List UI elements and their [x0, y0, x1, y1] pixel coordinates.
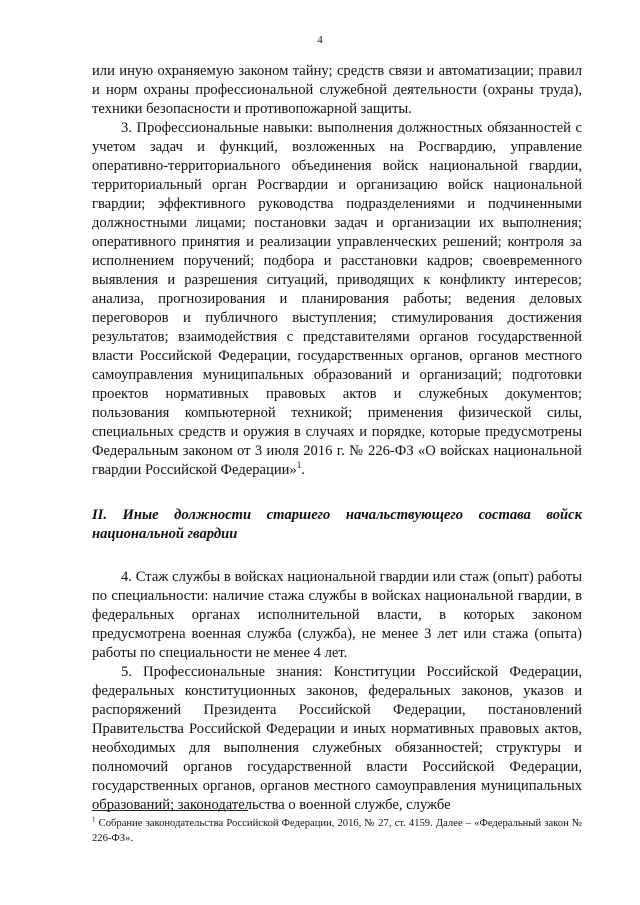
- document-body: [92, 62, 582, 815]
- paragraph-4-experience: 4. Стаж службы в войсках национальной гвардии или стаж (опыт) работы по специальности: наличие стажа службы в войсках национальной гвардии, в федеральных органах исполнительной власти, в которых законом предусмотрена военная служба (служба), не менее 3 лет или стажа (опыта) работы по специальности не менее 4 лет.: [92, 569, 582, 661]
- footnote-text: Собрание законодательства Российской Федерации, 2016, № 27, ст. 4159. Далее – «Федеральный закон № 226-ФЗ».: [92, 818, 582, 844]
- section-heading: II. Иные должности старшего начальствующего состава войск национальной гвардии: [92, 507, 582, 542]
- paragraph-3-end: .: [301, 462, 305, 478]
- paragraph-3-professional-skills: [92, 119, 582, 480]
- footnote: [92, 816, 582, 846]
- paragraph-3-text: 3. Профессиональные навыки: выполнения должностных обязанностей с учетом задач и функций, возложенных на Росгвардию, управление оперативно-территориального объединения войск национальной гвардии, территориальный орган Росгвардии и организацию войск национальной гвардии; эффективного руководства подразделениями и подчиненными должностными лицами; постановки задач и организации их выполнения; оперативного принятия и реализации управленческих решений; контроля за исполнением поручений; подбора и расстановки кадров; своевременного выявления и разрешения ситуаций, приводящих к конфликту интересов; анализа, прогнозирования и планирования работы; ведения деловых переговоров и публичного выступления; стимулирования достижения результатов; взаимодействия с представителями органов государственной власти Российской Федерации, государственных органов, органов местного самоуправления муниципальных образований и организаций; подготовки проектов нормативных правовых актов и служебных документов; пользования компьютерной техникой; применения физической силы, специальных средств и оружия в случаях и порядке, которые предусмотрены Федеральным законом от 3 июля 2016 г. № 226-ФЗ «О войсках национальной гвардии Российской Федерации»: [92, 120, 582, 478]
- paragraph-continuation: или иную охраняемую законом тайну; средств связи и автоматизации; правил и норм охраны профессиональной служебной деятельности (охраны труда), техники безопасности и противопожарной защиты.: [92, 63, 582, 117]
- footnote-divider: [92, 810, 248, 811]
- page-number: 4: [317, 34, 323, 46]
- footnote-reference: 1: [296, 460, 302, 471]
- paragraph-5-professional-knowledge: 5. Профессиональные знания: Конституции Российской Федерации, федеральных конституционных законов, федеральных законов, указов и распоряжений Президента Российской Федерации, постановлений Правительства Российской Федерации и иных нормативных правовых актов, необходимых для выполнения служебных обязанностей; структуры и полномочий органов государственной власти Российской Федерации, государственных органов, органов местного самоуправления муниципальных образований; законодательства о военной службе, службе: [92, 664, 582, 813]
- footnote-marker: 1: [92, 815, 96, 824]
